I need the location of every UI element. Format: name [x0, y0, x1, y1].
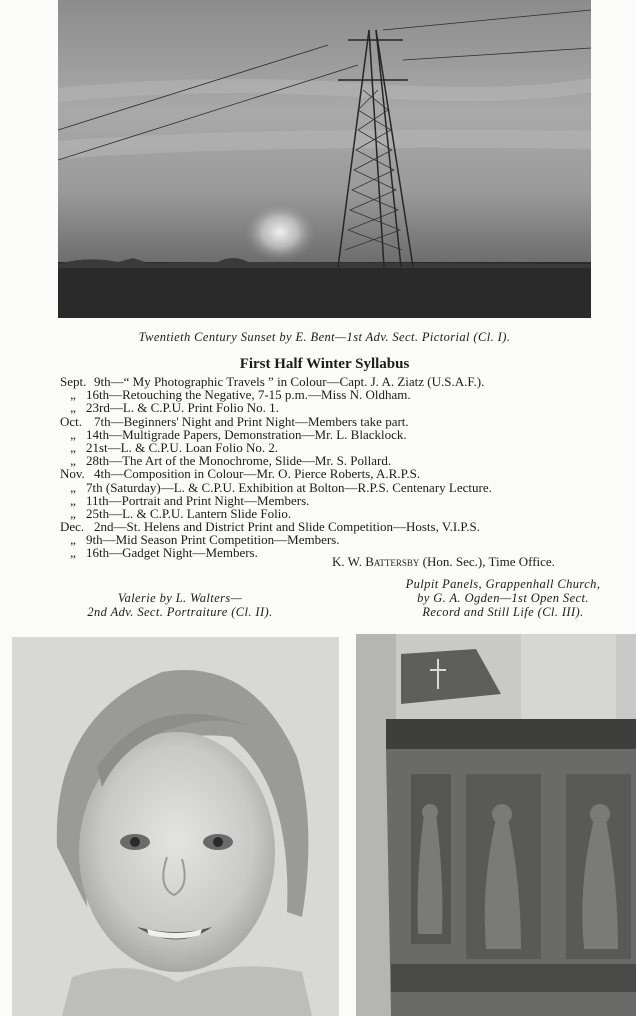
syllabus-entry-text: 4th—Composition in Colour—Mr. O. Pierce Roberts, A.R.P.S. [94, 466, 421, 482]
ditto-mark: „ [70, 505, 76, 521]
ditto-mark: „ [70, 426, 76, 442]
secretary-details: (Hon. Sec.), Time Office. [419, 554, 555, 569]
child-portrait-photo [12, 637, 339, 1016]
syllabus-entry-text: 16th—Retouching the Negative, 7-15 p.m.—Miss N. Oldham. [86, 387, 411, 403]
syllabus-entry-text: 9th—“ My Photographic Travels ” in Colour—Capt. J. A. Ziatz (U.S.A.F.). [94, 374, 485, 389]
caption-line: 2nd Adv. Sect. Portraiture (Cl. II). [87, 605, 273, 619]
syllabus-month: Nov. [60, 466, 85, 482]
caption-line: Record and Still Life (Cl. III). [422, 605, 584, 619]
top-photo-caption: Twentieth Century Sunset by E. Bent—1st Adv. Sect. Pictorial (Cl. I). [138, 330, 511, 344]
pylon-sunset-photo [58, 0, 591, 318]
syllabus-month: Oct. [60, 413, 83, 429]
syllabus-list [60, 375, 620, 560]
right-photo-caption [360, 577, 636, 619]
ditto-mark: „ [70, 387, 76, 403]
ditto-mark: „ [70, 532, 76, 548]
syllabus-month: Sept. [60, 374, 87, 389]
ditto-mark: „ [70, 439, 76, 455]
ditto-mark: „ [70, 453, 76, 469]
syllabus-entry-text: 25th—L. & C.P.U. Lantern Slide Folio. [86, 505, 292, 521]
syllabus-entry-text: 14th—Multigrade Papers, Demonstration—Mr. L. Blacklock. [86, 426, 407, 442]
syllabus-entry-text: 9th—Mid Season Print Competition—Members. [86, 532, 340, 548]
ditto-mark: „ [70, 545, 76, 561]
syllabus-entry-text: 2nd—St. Helens and District Print and Slide Competition—Hosts, V.I.P.S. [94, 519, 480, 535]
syllabus-entry-text: 21st—L. & C.P.U. Loan Folio No. 2. [86, 439, 279, 455]
caption-line: Valerie by L. Walters— [117, 591, 243, 605]
syllabus-entry-text: 11th—Portrait and Print Night—Members. [86, 492, 310, 508]
left-photo-caption [30, 591, 330, 619]
ditto-mark: „ [70, 400, 76, 416]
syllabus-entry-text: 23rd—L. & C.P.U. Print Folio No. 1. [86, 400, 279, 416]
syllabus-entry-text: 16th—Gadget Night—Members. [86, 545, 258, 561]
secretary-name: K. W. Battersby [332, 554, 420, 569]
syllabus-entry-text: 7th (Saturday)—L. & C.P.U. Exhibition at Bolton—R.P.S. Centenary Lecture. [86, 479, 492, 495]
syllabus-month: Dec. [60, 519, 85, 535]
syllabus-title: First Half Winter Syllabus [239, 356, 410, 372]
caption-line: Pulpit Panels, Grappenhall Church, [405, 577, 601, 591]
caption-line: by G. A. Ogden—1st Open Sect. [417, 591, 589, 605]
pulpit-panels-photo [356, 634, 636, 1016]
syllabus-entry-text: 7th—Beginners' Night and Print Night—Members take part. [94, 413, 409, 429]
syllabus-entry-text: 28th—The Art of the Monochrome, Slide—Mr. S. Pollard. [86, 453, 392, 469]
secretary-signature [332, 554, 555, 570]
ditto-mark: „ [70, 492, 76, 508]
ditto-mark: „ [70, 479, 76, 495]
